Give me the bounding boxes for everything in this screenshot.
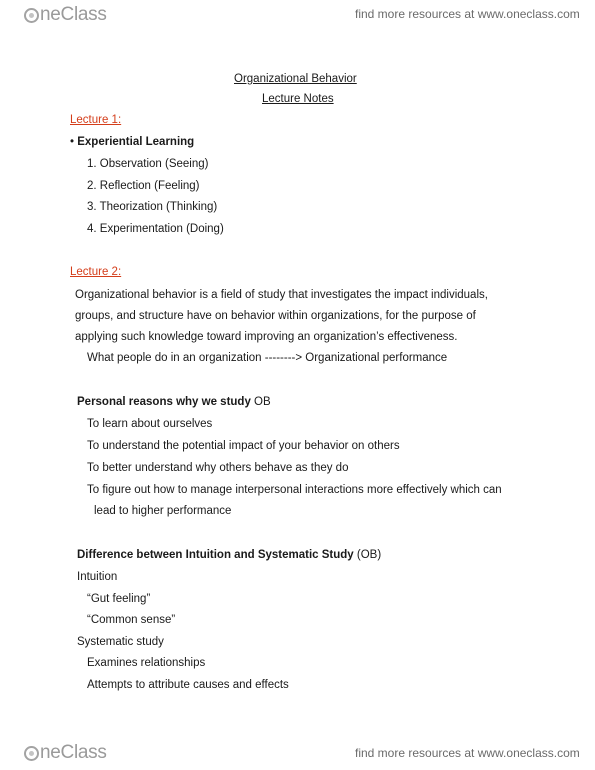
intuition-item: “Gut feeling” (87, 593, 151, 605)
doc-subtitle: Lecture Notes (262, 93, 334, 105)
systematic-label: Systematic study (77, 636, 164, 648)
oneclass-logo-icon (24, 746, 39, 761)
personal-reason-item: To learn about ourselves (87, 418, 213, 430)
lecture1-step: 1. Observation (Seeing) (87, 158, 209, 170)
oneclass-logo-icon (24, 8, 39, 23)
personal-reason-item: To understand the potential impact of your behavior on others (87, 440, 400, 452)
lecture1-topic-label: Experiential Learning (77, 136, 195, 148)
lecture2-paragraph-line: Organizational behavior is a field of study that investigates the impact individuals, (75, 289, 488, 301)
lecture1-step: 4. Experimentation (Doing) (87, 223, 224, 235)
personal-reason-item: To better understand why others behave as they do (87, 462, 349, 474)
oneclass-logo-footer[interactable]: neClass (24, 742, 107, 764)
systematic-item: Attempts to attribute causes and effects (87, 679, 289, 691)
personal-reasons-heading: Personal reasons why we study OB (77, 396, 271, 408)
lecture2-flow: What people do in an organization --------> Organizational performance (87, 352, 448, 364)
lecture2-paragraph-line: groups, and structure have on behavior within organizations, for the purpose of (75, 310, 476, 322)
personal-reason-item: To figure out how to manage interpersonal interactions more effectively which can (87, 484, 502, 496)
doc-title: Organizational Behavior (234, 73, 357, 85)
header-resources-link[interactable]: find more resources at www.oneclass.com (355, 7, 580, 21)
systematic-item: Examines relationships (87, 657, 206, 669)
lecture2-paragraph-line: applying such knowledge toward improving an organization’s effectiveness. (75, 331, 458, 343)
personal-reason-continuation: lead to higher performance (94, 505, 232, 517)
lecture1-topic (70, 136, 194, 148)
difference-heading: Difference between Intuition and Systematic Study (OB) (77, 549, 382, 561)
lecture1-step: 2. Reflection (Feeling) (87, 180, 200, 192)
lecture2-heading: Lecture 2: (70, 266, 122, 278)
oneclass-logo[interactable]: neClass (24, 4, 107, 26)
intuition-label: Intuition (77, 571, 118, 583)
footer-resources-link[interactable]: find more resources at www.oneclass.com (355, 746, 580, 760)
intuition-item: “Common sense” (87, 614, 176, 626)
bullet: • (70, 136, 75, 148)
lecture1-heading: Lecture 1: (70, 114, 122, 126)
lecture1-step: 3. Theorization (Thinking) (87, 201, 218, 213)
